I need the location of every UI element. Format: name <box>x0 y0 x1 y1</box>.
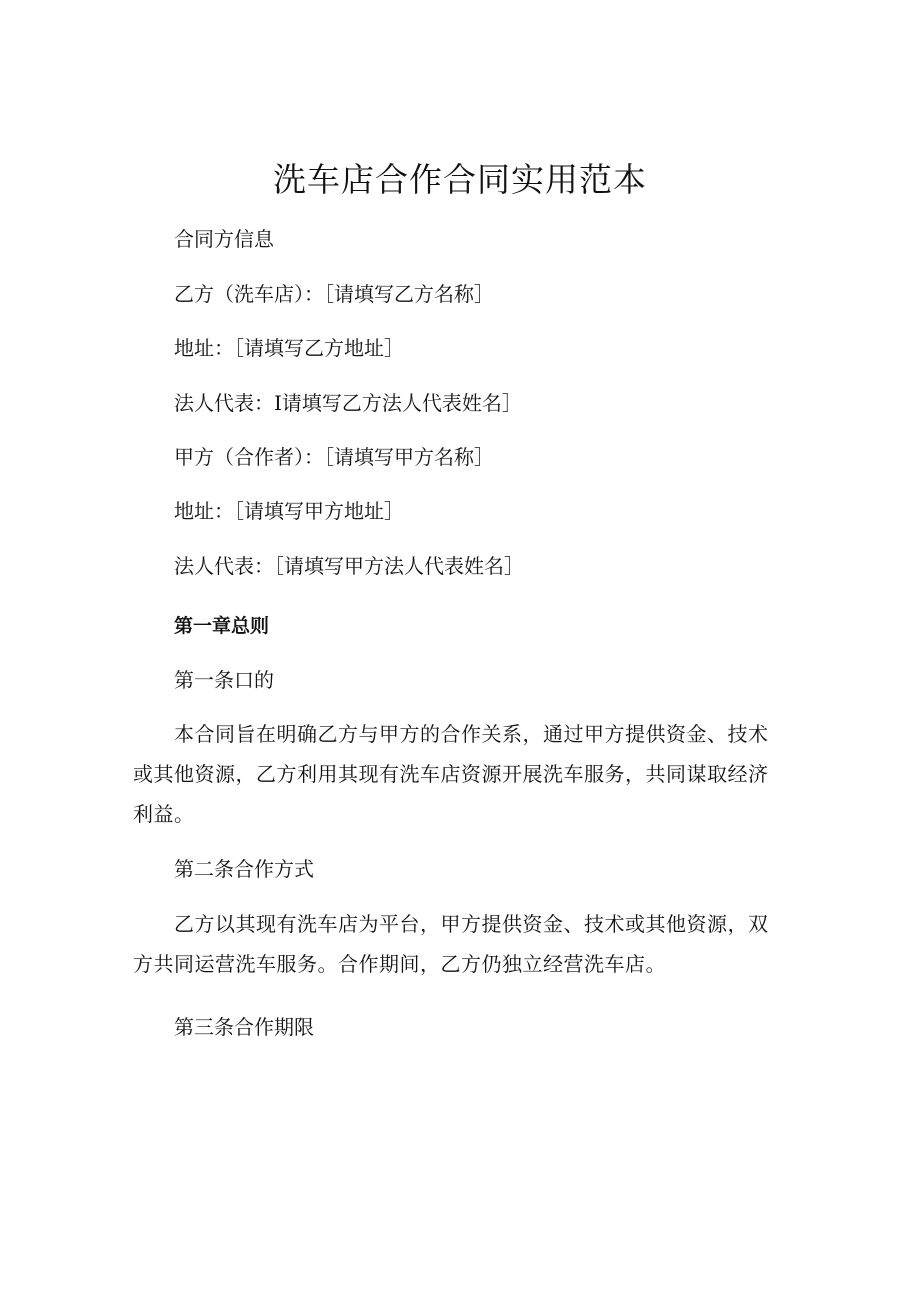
party-b-address: 地址：［请填写乙方地址］ <box>174 336 404 360</box>
article-2-body: 乙方以其现有洗车店为平台，甲方提供资金、技术或其他资源，双方共同运营洗车服务。合作期间，乙方仍独立经营洗车店。 <box>133 912 769 976</box>
article-2-title: 第二条合作方式 <box>174 857 314 881</box>
party-b-name: 乙方（洗车店）：［请填写乙方名称］ <box>174 282 494 306</box>
party-a-legal-rep: 法人代表：［请填写甲方法人代表姓名］ <box>174 554 524 578</box>
article-3-title: 第三条合作期限 <box>174 1015 314 1039</box>
parties-heading: 合同方信息 <box>174 227 274 251</box>
article-1-title: 第一条口的 <box>174 668 274 692</box>
party-b-legal-rep: 法人代表：I请填写乙方法人代表姓名］ <box>174 391 522 415</box>
party-a-address: 地址：［请填写甲方地址］ <box>174 499 404 523</box>
party-a-name: 甲方（合作者）：［请填写甲方名称］ <box>174 445 494 469</box>
document-title: 洗车店合作合同实用范本 <box>273 160 647 199</box>
chapter-1-title: 第一章总则 <box>174 615 270 637</box>
article-1-body: 本合同旨在明确乙方与甲方的合作关系，通过甲方提供资金、技术或其他资源，乙方利用其现有洗车店资源开展洗车服务，共同谋取经济利益。 <box>133 722 769 826</box>
